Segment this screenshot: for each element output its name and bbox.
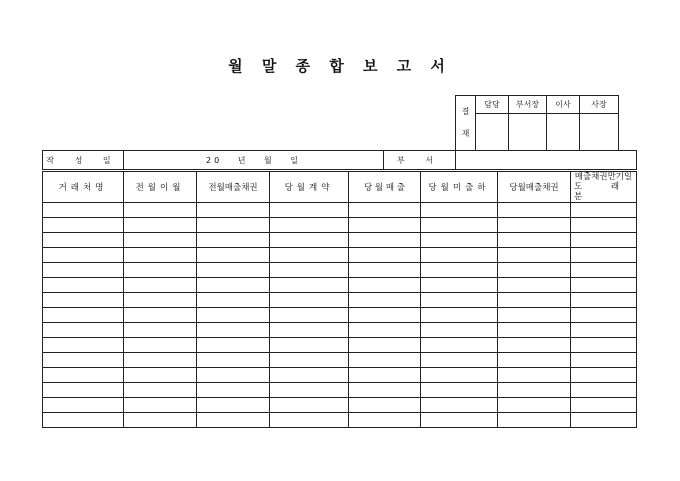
cell-prev-receivables[interactable] xyxy=(197,263,270,278)
header-month-sales: 당 월 매 출 xyxy=(349,172,421,203)
table-row xyxy=(43,353,637,368)
header-prev-carryover: 전월이월 xyxy=(124,172,197,203)
cell-month-unshipped[interactable] xyxy=(421,218,498,233)
header-month-unshipped: 당월미출하 xyxy=(421,172,498,203)
header-receivables-due-line2: 도 래 분 xyxy=(574,182,633,202)
cell-month-contract[interactable] xyxy=(270,233,349,248)
cell-month-receivables[interactable] xyxy=(498,338,571,353)
cell-prev-receivables[interactable] xyxy=(197,323,270,338)
cell-month-unshipped[interactable] xyxy=(421,323,498,338)
cell-month-contract[interactable] xyxy=(270,353,349,368)
cell-client[interactable] xyxy=(43,323,124,338)
cell-client[interactable] xyxy=(43,203,124,218)
cell-prev-carryover[interactable] xyxy=(124,338,197,353)
cell-prev-carryover[interactable] xyxy=(124,263,197,278)
cell-month-contract[interactable] xyxy=(270,368,349,383)
cell-prev-receivables[interactable] xyxy=(197,218,270,233)
cell-prev-carryover[interactable] xyxy=(124,368,197,383)
cell-month-sales[interactable] xyxy=(349,368,421,383)
cell-month-unshipped[interactable] xyxy=(421,248,498,263)
cell-prev-receivables[interactable] xyxy=(197,278,270,293)
dept-label: 부 서 xyxy=(384,151,456,170)
cell-month-sales[interactable] xyxy=(349,233,421,248)
cell-month-unshipped[interactable] xyxy=(421,233,498,248)
cell-prev-carryover[interactable] xyxy=(124,218,197,233)
cell-month-unshipped[interactable] xyxy=(421,353,498,368)
cell-month-sales[interactable] xyxy=(349,203,421,218)
approval-side-label-1: 결 xyxy=(461,107,470,116)
cell-month-contract[interactable] xyxy=(270,308,349,323)
cell-prev-receivables[interactable] xyxy=(197,368,270,383)
cell-client[interactable] xyxy=(43,248,124,263)
dept-value[interactable] xyxy=(456,151,637,170)
cell-client[interactable] xyxy=(43,383,124,398)
cell-month-sales[interactable] xyxy=(349,413,421,428)
table-header-row xyxy=(43,172,637,203)
table-row xyxy=(43,398,637,413)
cell-prev-carryover[interactable] xyxy=(124,353,197,368)
cell-month-receivables[interactable] xyxy=(498,218,571,233)
approval-sign-staff[interactable] xyxy=(476,114,509,151)
cell-month-receivables[interactable] xyxy=(498,233,571,248)
cell-month-sales[interactable] xyxy=(349,308,421,323)
cell-client[interactable] xyxy=(43,413,124,428)
cell-month-contract[interactable] xyxy=(270,263,349,278)
date-value[interactable]: 20 년 월 일 xyxy=(124,151,384,170)
cell-client[interactable] xyxy=(43,308,124,323)
cell-month-unshipped[interactable] xyxy=(421,278,498,293)
report-table xyxy=(42,171,637,428)
cell-receivables-due[interactable] xyxy=(571,278,637,293)
table-row xyxy=(43,218,637,233)
cell-client[interactable] xyxy=(43,368,124,383)
cell-month-contract[interactable] xyxy=(270,278,349,293)
cell-prev-carryover[interactable] xyxy=(124,398,197,413)
cell-prev-receivables[interactable] xyxy=(197,248,270,263)
table-row xyxy=(43,278,637,293)
header-receivables-due xyxy=(571,172,637,203)
cell-month-sales[interactable] xyxy=(349,263,421,278)
cell-prev-carryover[interactable] xyxy=(124,248,197,263)
cell-receivables-due[interactable] xyxy=(571,383,637,398)
cell-month-unshipped[interactable] xyxy=(421,383,498,398)
cell-month-contract[interactable] xyxy=(270,398,349,413)
approval-side-label-2: 재 xyxy=(461,129,470,138)
cell-month-sales[interactable] xyxy=(349,218,421,233)
cell-month-sales[interactable] xyxy=(349,383,421,398)
cell-month-receivables[interactable] xyxy=(498,203,571,218)
cell-client[interactable] xyxy=(43,233,124,248)
approval-header-staff: 담당 xyxy=(476,96,509,114)
cell-month-contract[interactable] xyxy=(270,338,349,353)
cell-receivables-due[interactable] xyxy=(571,398,637,413)
cell-receivables-due[interactable] xyxy=(571,308,637,323)
approval-sign-president[interactable] xyxy=(580,114,619,151)
table-row xyxy=(43,338,637,353)
cell-month-sales[interactable] xyxy=(349,353,421,368)
cell-receivables-due[interactable] xyxy=(571,203,637,218)
cell-month-contract[interactable] xyxy=(270,248,349,263)
cell-client[interactable] xyxy=(43,278,124,293)
cell-prev-receivables[interactable] xyxy=(197,398,270,413)
cell-month-receivables[interactable] xyxy=(498,248,571,263)
approval-sign-director[interactable] xyxy=(547,114,580,151)
cell-receivables-due[interactable] xyxy=(571,368,637,383)
table-row xyxy=(43,383,637,398)
cell-month-receivables[interactable] xyxy=(498,263,571,278)
header-receivables-due-line1: 매출채권만기일 xyxy=(574,172,633,182)
cell-month-receivables[interactable] xyxy=(498,413,571,428)
cell-month-receivables[interactable] xyxy=(498,293,571,308)
cell-prev-carryover[interactable] xyxy=(124,308,197,323)
date-label: 작 성 일 xyxy=(43,151,124,170)
cell-receivables-due[interactable] xyxy=(571,323,637,338)
cell-month-unshipped[interactable] xyxy=(421,308,498,323)
table-row xyxy=(43,413,637,428)
cell-month-sales[interactable] xyxy=(349,293,421,308)
cell-prev-receivables[interactable] xyxy=(197,233,270,248)
cell-month-unshipped[interactable] xyxy=(421,368,498,383)
table-body xyxy=(43,203,637,428)
cell-month-sales[interactable] xyxy=(349,338,421,353)
cell-receivables-due[interactable] xyxy=(571,218,637,233)
table-row xyxy=(43,323,637,338)
cell-month-receivables[interactable] xyxy=(498,353,571,368)
table-row xyxy=(43,263,637,278)
approval-side-label xyxy=(456,96,476,151)
table-row xyxy=(43,248,637,263)
cell-prev-receivables[interactable] xyxy=(197,203,270,218)
cell-client[interactable] xyxy=(43,293,124,308)
cell-prev-carryover[interactable] xyxy=(124,278,197,293)
cell-month-sales[interactable] xyxy=(349,398,421,413)
cell-receivables-due[interactable] xyxy=(571,338,637,353)
approval-sign-dept-head[interactable] xyxy=(509,114,547,151)
cell-prev-receivables[interactable] xyxy=(197,338,270,353)
approval-box xyxy=(455,95,619,151)
table-row xyxy=(43,203,637,218)
cell-month-contract[interactable] xyxy=(270,383,349,398)
cell-prev-receivables[interactable] xyxy=(197,353,270,368)
cell-month-contract[interactable] xyxy=(270,218,349,233)
cell-month-receivables[interactable] xyxy=(498,398,571,413)
cell-client[interactable] xyxy=(43,338,124,353)
info-row-table xyxy=(42,150,637,170)
cell-client[interactable] xyxy=(43,218,124,233)
approval-header-director: 이사 xyxy=(547,96,580,114)
approval-header-president: 사장 xyxy=(580,96,619,114)
cell-prev-carryover[interactable] xyxy=(124,233,197,248)
cell-prev-carryover[interactable] xyxy=(124,323,197,338)
table-row xyxy=(43,293,637,308)
document-title: 월 말 종 합 보 고 서 xyxy=(228,57,452,75)
cell-month-receivables[interactable] xyxy=(498,368,571,383)
header-month-receivables: 당월매출채권 xyxy=(498,172,571,203)
cell-month-receivables[interactable] xyxy=(498,278,571,293)
cell-month-receivables[interactable] xyxy=(498,323,571,338)
cell-receivables-due[interactable] xyxy=(571,293,637,308)
cell-prev-receivables[interactable] xyxy=(197,308,270,323)
header-month-contract: 당월계약 xyxy=(270,172,349,203)
table-row xyxy=(43,368,637,383)
table-row xyxy=(43,233,637,248)
cell-month-receivables[interactable] xyxy=(498,383,571,398)
cell-prev-carryover[interactable] xyxy=(124,413,197,428)
cell-client[interactable] xyxy=(43,263,124,278)
cell-receivables-due[interactable] xyxy=(571,233,637,248)
cell-month-contract[interactable] xyxy=(270,293,349,308)
cell-month-sales[interactable] xyxy=(349,323,421,338)
header-client: 거래처명 xyxy=(43,172,124,203)
cell-prev-carryover[interactable] xyxy=(124,203,197,218)
cell-month-unshipped[interactable] xyxy=(421,398,498,413)
cell-receivables-due[interactable] xyxy=(571,263,637,278)
cell-prev-receivables[interactable] xyxy=(197,383,270,398)
cell-month-unshipped[interactable] xyxy=(421,413,498,428)
cell-receivables-due[interactable] xyxy=(571,353,637,368)
table-row xyxy=(43,308,637,323)
cell-prev-receivables[interactable] xyxy=(197,413,270,428)
cell-receivables-due[interactable] xyxy=(571,248,637,263)
cell-prev-carryover[interactable] xyxy=(124,293,197,308)
cell-month-sales[interactable] xyxy=(349,248,421,263)
cell-prev-carryover[interactable] xyxy=(124,383,197,398)
cell-month-receivables[interactable] xyxy=(498,308,571,323)
header-prev-receivables: 전월매출채권 xyxy=(197,172,270,203)
cell-month-contract[interactable] xyxy=(270,413,349,428)
cell-month-unshipped[interactable] xyxy=(421,338,498,353)
cell-prev-receivables[interactable] xyxy=(197,293,270,308)
cell-client[interactable] xyxy=(43,353,124,368)
cell-month-unshipped[interactable] xyxy=(421,263,498,278)
approval-header-dept-head: 부서장 xyxy=(509,96,547,114)
cell-client[interactable] xyxy=(43,398,124,413)
cell-month-unshipped[interactable] xyxy=(421,293,498,308)
cell-month-contract[interactable] xyxy=(270,203,349,218)
cell-receivables-due[interactable] xyxy=(571,413,637,428)
cell-month-unshipped[interactable] xyxy=(421,203,498,218)
cell-month-sales[interactable] xyxy=(349,278,421,293)
cell-month-contract[interactable] xyxy=(270,323,349,338)
